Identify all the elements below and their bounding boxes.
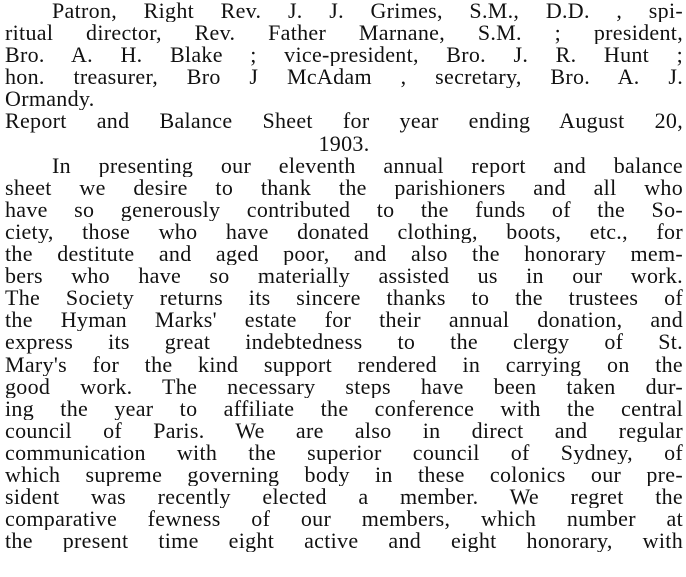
body-line-3: have so generously contributed to the funds of the So- xyxy=(5,198,683,221)
officers-line-1: Patron, Right Rev. J. J. Grimes, S.M., D.D. , spi- xyxy=(52,0,683,23)
body-line-8: the Hyman Marks' estate for their annual donation, and xyxy=(5,309,683,332)
body-line-14: communication with the superior council of Sydney, of xyxy=(5,441,683,464)
report-heading-line-2: 1903. xyxy=(318,132,370,155)
body-line-4: ciety, those who have donated clothing, boots, etc., for xyxy=(5,220,683,244)
body-line-10: Mary's for the kind support rendered in carrying on the xyxy=(5,353,683,376)
body-line-1: In presenting our eleventh annual report and balance xyxy=(52,154,683,177)
body-line-7: The Society returns its sincere thanks to the trustees of xyxy=(5,287,683,310)
officers-line-5: Ormandy. xyxy=(5,88,95,111)
report-heading-line-1: Report and Balance Sheet for year ending August 20, xyxy=(5,110,683,133)
body-line-11: good work. The necessary steps have been taken dur- xyxy=(5,375,683,398)
officers-line-2: ritual director, Rev. Father Marnane, S.M. ; president, xyxy=(5,22,683,45)
officers-line-4: hon. treasurer, Bro J McAdam , secretary, Bro. A. J. xyxy=(5,66,683,89)
body-line-13: council of Paris. We are also in direct and regular xyxy=(5,419,683,442)
body-line-15: which supreme governing body in these colonics our pre- xyxy=(5,463,683,487)
body-line-16: sident was recently elected a member. We regret the xyxy=(5,486,683,509)
body-line-18: the present time eight active and eight honorary, with xyxy=(5,530,683,553)
body-line-9: express its great indebtedness to the clergy of St. xyxy=(5,331,683,354)
body-line-12: ing the year to affiliate the conference with the central xyxy=(5,397,683,420)
body-line-2: sheet we desire to thank the parishioners and all who xyxy=(5,176,683,199)
body-line-5: the destitute and aged poor, and also the honorary mem- xyxy=(5,243,683,266)
newspaper-article xyxy=(5,0,683,552)
body-line-6: bers who have so materially assisted us in our work. xyxy=(5,265,683,288)
body-line-17: comparative fewness of our members, which number at xyxy=(5,508,683,531)
officers-line-3: Bro. A. H. Blake ; vice-president, Bro. J. R. Hunt ; xyxy=(5,44,683,67)
